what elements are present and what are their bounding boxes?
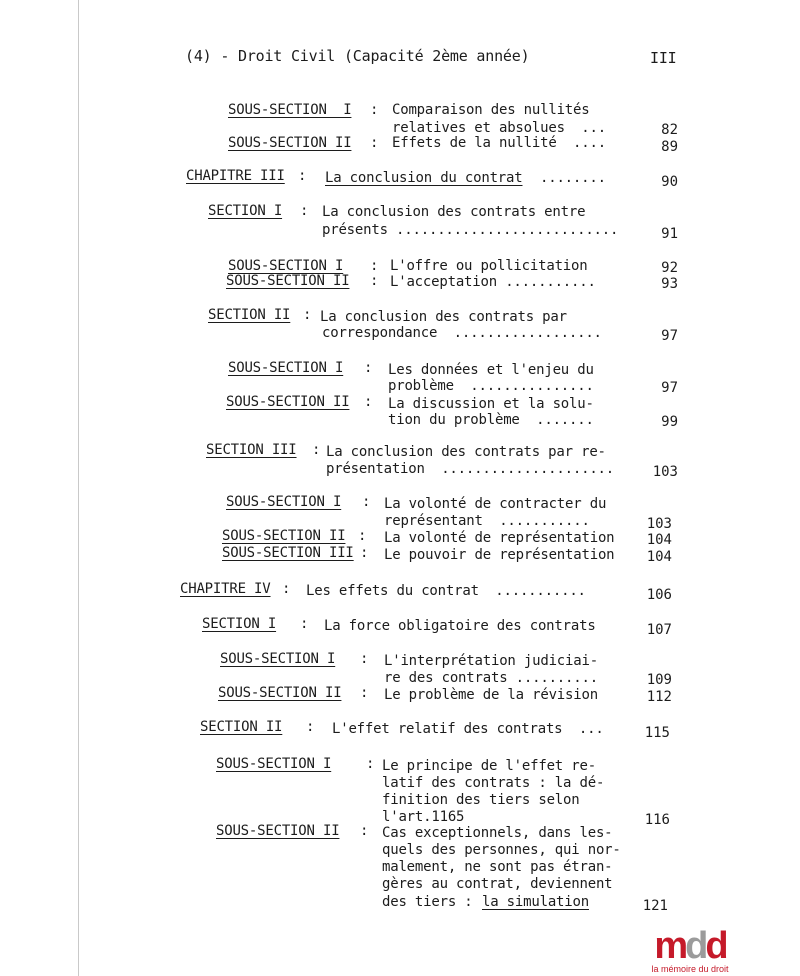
toc-page-number: 107: [646, 622, 672, 638]
toc-title: La conclusion des contrats par: [320, 309, 567, 325]
toc-separator: :: [360, 823, 369, 839]
document-header-title: (4) - Droit Civil (Capacité 2ème année): [185, 47, 530, 65]
toc-label: SOUS-SECTION II: [226, 394, 350, 410]
mdd-logo: [640, 925, 740, 974]
logo-mark: mdd: [654, 925, 726, 967]
toc-title-continued: correspondance ..................: [322, 325, 602, 341]
toc-page-number: 82: [661, 122, 678, 138]
toc-label: SECTION II: [208, 307, 291, 323]
toc-label: SOUS-SECTION II: [222, 528, 346, 544]
toc-title-continued: gères au contrat, deviennent: [382, 876, 613, 892]
toc-title: Les effets du contrat ...........: [306, 583, 586, 599]
toc-label: SECTION I: [202, 616, 277, 632]
toc-page-number: 90: [661, 174, 678, 190]
toc-title: L'effet relatif des contrats ...: [332, 721, 604, 737]
toc-title: La conclusion du contrat: [325, 170, 523, 186]
toc-title: La volonté de représentation: [384, 530, 615, 546]
toc-title: Effets de la nullité ....: [392, 135, 606, 151]
toc-separator: :: [300, 616, 309, 632]
toc-page-number: 99: [661, 414, 678, 430]
toc-page-number: 89: [661, 139, 678, 155]
toc-page-number: 115: [644, 725, 670, 741]
toc-title: Le principe de l'effet re-: [382, 758, 596, 774]
toc-page-number: 104: [646, 549, 672, 565]
toc-page-number: 104: [646, 532, 672, 548]
toc-label: SOUS-SECTION I: [228, 360, 344, 376]
toc-separator: :: [360, 685, 369, 701]
toc-title-underlined: la simulation: [482, 894, 589, 910]
toc-page-number: 106: [646, 587, 672, 603]
toc-page-number: 93: [661, 276, 678, 292]
toc-page-number: 112: [646, 689, 672, 705]
toc-separator: :: [362, 494, 371, 510]
toc-separator: :: [306, 719, 315, 735]
toc-label: SOUS-SECTION I: [228, 102, 352, 118]
toc-separator: :: [312, 442, 321, 458]
toc-title: L'acceptation ...........: [390, 274, 596, 290]
toc-title: Les données et l'enjeu du: [388, 362, 594, 378]
logo-tagline: la mémoire du droit: [651, 964, 729, 974]
page-edge-line: [78, 0, 79, 976]
toc-page-number: 97: [661, 380, 678, 396]
toc-title: Comparaison des nullités: [392, 102, 590, 118]
toc-separator: :: [282, 581, 291, 597]
toc-page-number: 121: [642, 898, 668, 914]
toc-title: La volonté de contracter du: [384, 496, 607, 512]
toc-page-number: 116: [644, 812, 670, 828]
toc-title-continued: l'art.1165: [382, 809, 465, 825]
toc-title: La conclusion des contrats par re-: [326, 444, 606, 460]
toc-title-continued: latif des contrats : la dé-: [382, 775, 605, 791]
toc-title: Le pouvoir de représentation: [384, 547, 615, 563]
toc-title-continued: tion du problème .......: [388, 412, 594, 428]
toc-title: La discussion et la solu-: [388, 396, 594, 412]
toc-label: SOUS-SECTION I: [220, 651, 336, 667]
toc-separator: :: [360, 545, 369, 561]
toc-separator: :: [364, 360, 373, 376]
toc-separator: :: [300, 203, 309, 219]
toc-separator: :: [370, 102, 379, 118]
toc-label: SECTION II: [200, 719, 283, 735]
toc-label: SOUS-SECTION I: [216, 756, 332, 772]
toc-title-continued: finition des tiers selon: [382, 792, 580, 808]
toc-title-continued: des tiers :: [382, 894, 473, 910]
toc-title-continued: représentant ...........: [384, 513, 590, 529]
toc-title-continued: malement, ne sont pas étran-: [382, 859, 613, 875]
toc-label: SOUS-SECTION III: [222, 545, 354, 561]
toc-title-continued: re des contrats ..........: [384, 670, 598, 686]
toc-label: SOUS-SECTION I: [226, 494, 342, 510]
toc-title: Cas exceptionnels, dans les-: [382, 825, 613, 841]
toc-dots: ........: [540, 170, 606, 186]
toc-page-number: 103: [652, 464, 678, 480]
toc-label: SECTION I: [208, 203, 283, 219]
toc-separator: :: [358, 528, 367, 544]
page-number-roman: III: [650, 49, 677, 67]
toc-label: SECTION III: [206, 442, 297, 458]
toc-page-number: 91: [661, 226, 678, 242]
toc-title-continued: relatives et absolues ...: [392, 120, 606, 136]
toc-title-continued: problème ...............: [388, 378, 594, 394]
toc-label: SOUS-SECTION II: [218, 685, 342, 701]
toc-title: La force obligatoire des contrats: [324, 618, 596, 634]
toc-separator: :: [364, 394, 373, 410]
toc-title: Le problème de la révision: [384, 687, 598, 703]
toc-title-continued: présents ...........................: [322, 222, 619, 238]
toc-separator: :: [370, 258, 379, 274]
toc-label: SOUS-SECTION II: [226, 273, 350, 289]
toc-label: SOUS-SECTION I: [228, 258, 344, 274]
toc-separator: :: [370, 273, 379, 289]
toc-title-continued: quels des personnes, qui nor-: [382, 842, 621, 858]
toc-label: CHAPITRE IV: [180, 581, 271, 597]
toc-page-number: 109: [646, 672, 672, 688]
toc-separator: :: [366, 756, 375, 772]
toc-page-number: 103: [646, 516, 672, 532]
toc-page-number: 97: [661, 328, 678, 344]
toc-separator: :: [360, 651, 369, 667]
toc-separator: :: [298, 168, 307, 184]
toc-page-number: 92: [661, 260, 678, 276]
toc-label: SOUS-SECTION II: [228, 135, 352, 151]
toc-title: L'interprétation judiciai-: [384, 653, 598, 669]
toc-separator: :: [303, 307, 312, 323]
toc-label: CHAPITRE III: [186, 168, 285, 184]
toc-separator: :: [370, 135, 379, 151]
toc-label: SOUS-SECTION II: [216, 823, 340, 839]
toc-title: La conclusion des contrats entre: [322, 204, 586, 220]
toc-title-continued: présentation .....................: [326, 461, 615, 477]
toc-title: L'offre ou pollicitation: [390, 258, 588, 274]
